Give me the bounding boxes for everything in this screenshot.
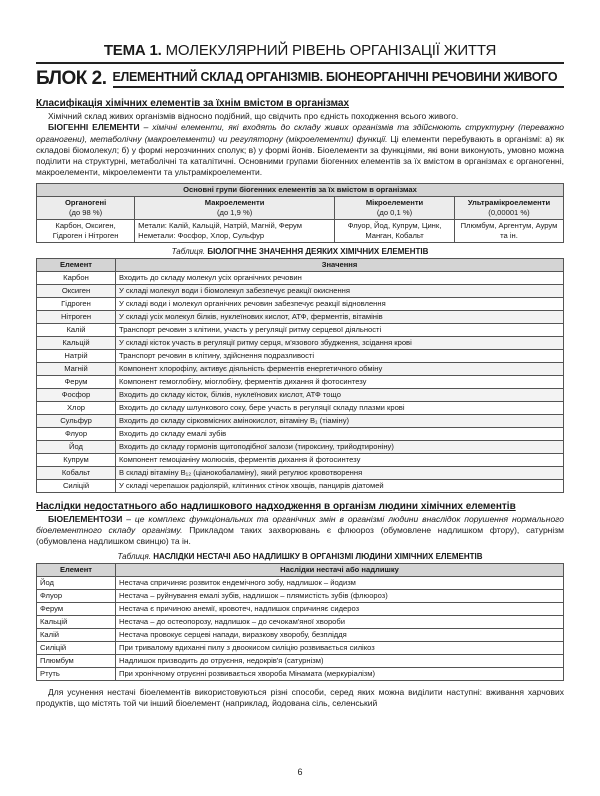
block-tag: БЛОК 2. bbox=[36, 68, 107, 89]
value-cell: Входить до складу емалі зубів bbox=[116, 427, 564, 440]
table-row bbox=[37, 297, 564, 310]
value-cell: У складі кісток участь в регуляції ритму серця, м'язового збудження, зсідання крові bbox=[116, 336, 564, 349]
block-title: ЕЛЕМЕНТНИЙ СКЛАД ОРГАНІЗМІВ. БІОНЕОРГАНІЧНІ РЕЧОВИНИ ЖИВОГО bbox=[113, 70, 564, 88]
element-cell: Ртуть bbox=[37, 667, 116, 680]
value-cell: Компонент гемоціаніну молюсків, ферментів дихання й фотосинтезу bbox=[116, 453, 564, 466]
page-content bbox=[36, 42, 564, 709]
element-cell: Флуор bbox=[37, 589, 116, 602]
value-cell: Входить до складу сірковмісних амінокислот, вітаміну В₁ (тіаміну) bbox=[116, 414, 564, 427]
table-row bbox=[37, 479, 564, 492]
element-cell: Натрій bbox=[37, 349, 116, 362]
value-cell: Нестача спричиняє розвиток ендемічного зобу, надлишок – йодизм bbox=[116, 576, 564, 589]
term-bioelementoses: БІОЕЛЕМЕНТОЗИ bbox=[48, 513, 123, 524]
biogenic-paragraph bbox=[36, 122, 564, 178]
table-row bbox=[37, 667, 564, 680]
element-cell: Купрум bbox=[37, 453, 116, 466]
value-cell: Транспорт речовин з клітини, участь у регуляції ритму серцевої діяльності bbox=[116, 323, 564, 336]
element-cell: Калій bbox=[37, 628, 116, 641]
value-cell: Входить до складу гормонів щитоподібної залози (тироксину, трийодтироніну) bbox=[116, 440, 564, 453]
value-cell: Транспорт речовин в клітину, здійснення подразливості bbox=[116, 349, 564, 362]
table-row bbox=[37, 271, 564, 284]
element-cell: Йод bbox=[37, 576, 116, 589]
table-cell: Карбон, Оксиген, Гідроген і Нітроген bbox=[37, 219, 135, 242]
table-row bbox=[37, 414, 564, 427]
value-cell: Компонент гемоглобіну, міоглобіну, ферментів дихання й фотосинтезу bbox=[116, 375, 564, 388]
value-cell: Нестача – руйнування емалі зубів, надлишок – плямистість зубів (флюороз) bbox=[116, 589, 564, 602]
value-cell: У складі молекул води і біомолекул забезпечує реакції окиснення bbox=[116, 284, 564, 297]
value-cell: У складі усіх молекул білків, нуклеїнових кислот, АТФ, ферментів, вітамінів bbox=[116, 310, 564, 323]
value-cell: Входить до складу шлункового соку, бере участь в регуляції складу плазми крові bbox=[116, 401, 564, 414]
element-cell: Сульфур bbox=[37, 414, 116, 427]
page-number: 6 bbox=[297, 767, 303, 777]
topic-name: МОЛЕКУЛЯРНИЙ РІВЕНЬ ОРГАНІЗАЦІЇ ЖИТТЯ bbox=[165, 42, 497, 59]
topic-title bbox=[36, 42, 564, 59]
value-cell: Входить до складу кісток, білків, нуклеїнових кислот, АТФ тощо bbox=[116, 388, 564, 401]
table-cell: Флуор, Йод, Купрум, Цинк, Манган, Кобальт bbox=[335, 219, 455, 242]
column-header: Ультрамікроелементи (0,00001 %) bbox=[454, 196, 563, 219]
section-heading-consequences: Наслідки недостатнього або надлишкового надходження в організм людини хімічних елементів bbox=[36, 500, 516, 512]
element-cell: Ферум bbox=[37, 602, 116, 615]
topic-number: ТЕМА 1. bbox=[103, 42, 162, 59]
element-cell: Нітроген bbox=[37, 310, 116, 323]
element-cell: Кальцій bbox=[37, 336, 116, 349]
biogenic-paragraph-rest: Ці елементи перебувають в організмі: а) як складові біомолекул; б) у формі нерозчинних сполук; в) у формі йонів. Біоелементи за функціями, які вони виконують, умовно можна поділити на структурні, метаболічні та каталітичні. Основними групами біогенних елементів за їх вмістом в організмах є органогенні, макроелементи, мікроелементи та ультрамікроелементи. bbox=[36, 133, 564, 178]
closing-paragraph: Для усунення нестачі біоелементів використовуються різні способи, серед яких можна виділити наступні: вживання харчових продуктів, що містять той чи інший біоелемент (наприклад, йодована сіль, селенський bbox=[36, 686, 564, 708]
table-row bbox=[37, 641, 564, 654]
column-header: Елемент bbox=[37, 563, 116, 576]
table-row bbox=[37, 453, 564, 466]
table3-caption: Таблиця. НАСЛІДКИ НЕСТАЧІ АБО НАДЛИШКУ В ОРГАНІЗМІ ЛЮДИНИ ХІМІЧНИХ ЕЛЕМЕНТІВ bbox=[117, 551, 483, 561]
column-header: Значення bbox=[116, 258, 564, 271]
element-cell: Хлор bbox=[37, 401, 116, 414]
bioelementoses-paragraph-rest: Прикладом таких захворювань є флюороз (обумовлене надлишком фтору), сатурнізм (обумовлена надлишком свинцю) та ін. bbox=[36, 525, 564, 547]
biological-significance-table bbox=[36, 258, 564, 493]
table-row bbox=[37, 628, 564, 641]
table-row bbox=[37, 427, 564, 440]
element-groups-header: Основні групи біогенних елементів за їх вмістом в організмах bbox=[37, 183, 564, 196]
intro-paragraph: Хімічний склад живих організмів відносно подібний, що свідчить про єдність походження всього живого. bbox=[48, 111, 459, 121]
value-cell: Надлишок призводить до отруєння, недокрів'я (сатурнізм) bbox=[116, 654, 564, 667]
value-cell: При тривалому вдиханні пилу з двоокисом силіцію розвивається силікоз bbox=[116, 641, 564, 654]
element-cell: Кобальт bbox=[37, 466, 116, 479]
value-cell: В складі вітаміну В₁₂ (ціанокобаламіну), який регулює кровотворення bbox=[116, 466, 564, 479]
table-row bbox=[37, 388, 564, 401]
bioelementoses-paragraph bbox=[36, 514, 564, 548]
table-row bbox=[37, 349, 564, 362]
value-cell: Нестача – до остеопорозу, надлишок – до сечокам'яної хвороби bbox=[116, 615, 564, 628]
table-row bbox=[37, 310, 564, 323]
table-row bbox=[37, 654, 564, 667]
table-row bbox=[37, 440, 564, 453]
term-biogenic-definition: – хімічні елементи, які входять до складу живих організмів та здійснюють структурну (переважно органогени), метаболічну (макроелементи) чи регуляторну (мікроелементи) функції. bbox=[36, 122, 564, 144]
element-cell: Карбон bbox=[37, 271, 116, 284]
topic-divider bbox=[36, 62, 564, 64]
element-cell: Плюмбум bbox=[37, 654, 116, 667]
term-biogenic: БІОГЕННІ ЕЛЕМЕНТИ bbox=[48, 122, 140, 133]
table2-caption: Таблиця. БІОЛОГІЧНЕ ЗНАЧЕННЯ ДЕЯКИХ ХІМІЧНИХ ЕЛЕМЕНТІВ bbox=[171, 246, 429, 256]
value-cell: Компонент хлорофілу, активує діяльність ферментів енергетичного обміну bbox=[116, 362, 564, 375]
table-row bbox=[37, 323, 564, 336]
table-row bbox=[37, 589, 564, 602]
value-cell: Нестача є причиною анемії, кровотеч, надлишок спричиняє сидероз bbox=[116, 602, 564, 615]
table-cell: Метали: Калій, Кальцій, Натрій, Магній, Ферум Неметали: Фосфор, Хлор, Сульфур bbox=[135, 219, 335, 242]
table-row bbox=[37, 362, 564, 375]
element-cell: Флуор bbox=[37, 427, 116, 440]
element-groups-table bbox=[36, 183, 564, 243]
value-cell: При хронічному отруєнні розвивається хвороба Мінамата (меркуріалізм) bbox=[116, 667, 564, 680]
element-cell: Оксиген bbox=[37, 284, 116, 297]
value-cell: У складі черепашок радіолярій, клітинних стінок хвощів, панцирів діатомей bbox=[116, 479, 564, 492]
column-header: Органогені (до 98 %) bbox=[37, 196, 135, 219]
table-row bbox=[37, 284, 564, 297]
column-header: Елемент bbox=[37, 258, 116, 271]
column-header: Наслідки нестачі або надлишку bbox=[116, 563, 564, 576]
element-cell: Калій bbox=[37, 323, 116, 336]
value-cell: У складі води і молекул органічних речовин забезпечує реакції відновлення bbox=[116, 297, 564, 310]
column-header: Макроелементи (до 1,9 %) bbox=[135, 196, 335, 219]
element-cell: Магній bbox=[37, 362, 116, 375]
table-row bbox=[37, 602, 564, 615]
term-bioelementoses-definition: – це комплекс функціональних та органічних змін в організмі людини внаслідок порушення нормального біоелементного складу організму. bbox=[36, 513, 564, 536]
element-cell: Фосфор bbox=[37, 388, 116, 401]
element-cell: Кальцій bbox=[37, 615, 116, 628]
deficiency-excess-table bbox=[36, 563, 564, 681]
value-cell: Нестача провокує серцеві напади, виразкову хворобу, безпліддя bbox=[116, 628, 564, 641]
section-heading-classification: Класифікація хімічних елементів за їхнім вмістом в організмах bbox=[36, 98, 350, 109]
element-cell: Силіцій bbox=[37, 479, 116, 492]
column-header: Мікроелементи (до 0,1 %) bbox=[335, 196, 455, 219]
table-row bbox=[37, 401, 564, 414]
table-row bbox=[37, 466, 564, 479]
table-row bbox=[37, 375, 564, 388]
table-row bbox=[37, 615, 564, 628]
element-cell: Ферум bbox=[37, 375, 116, 388]
element-cell: Йод bbox=[37, 440, 116, 453]
element-cell: Силіцій bbox=[37, 641, 116, 654]
table-row bbox=[37, 576, 564, 589]
block-header bbox=[36, 68, 564, 90]
table-cell: Плюмбум, Аргентум, Аурум та ін. bbox=[454, 219, 563, 242]
element-cell: Гідроген bbox=[37, 297, 116, 310]
value-cell: Входить до складу молекул усіх органічних речовин bbox=[116, 271, 564, 284]
table-row bbox=[37, 336, 564, 349]
